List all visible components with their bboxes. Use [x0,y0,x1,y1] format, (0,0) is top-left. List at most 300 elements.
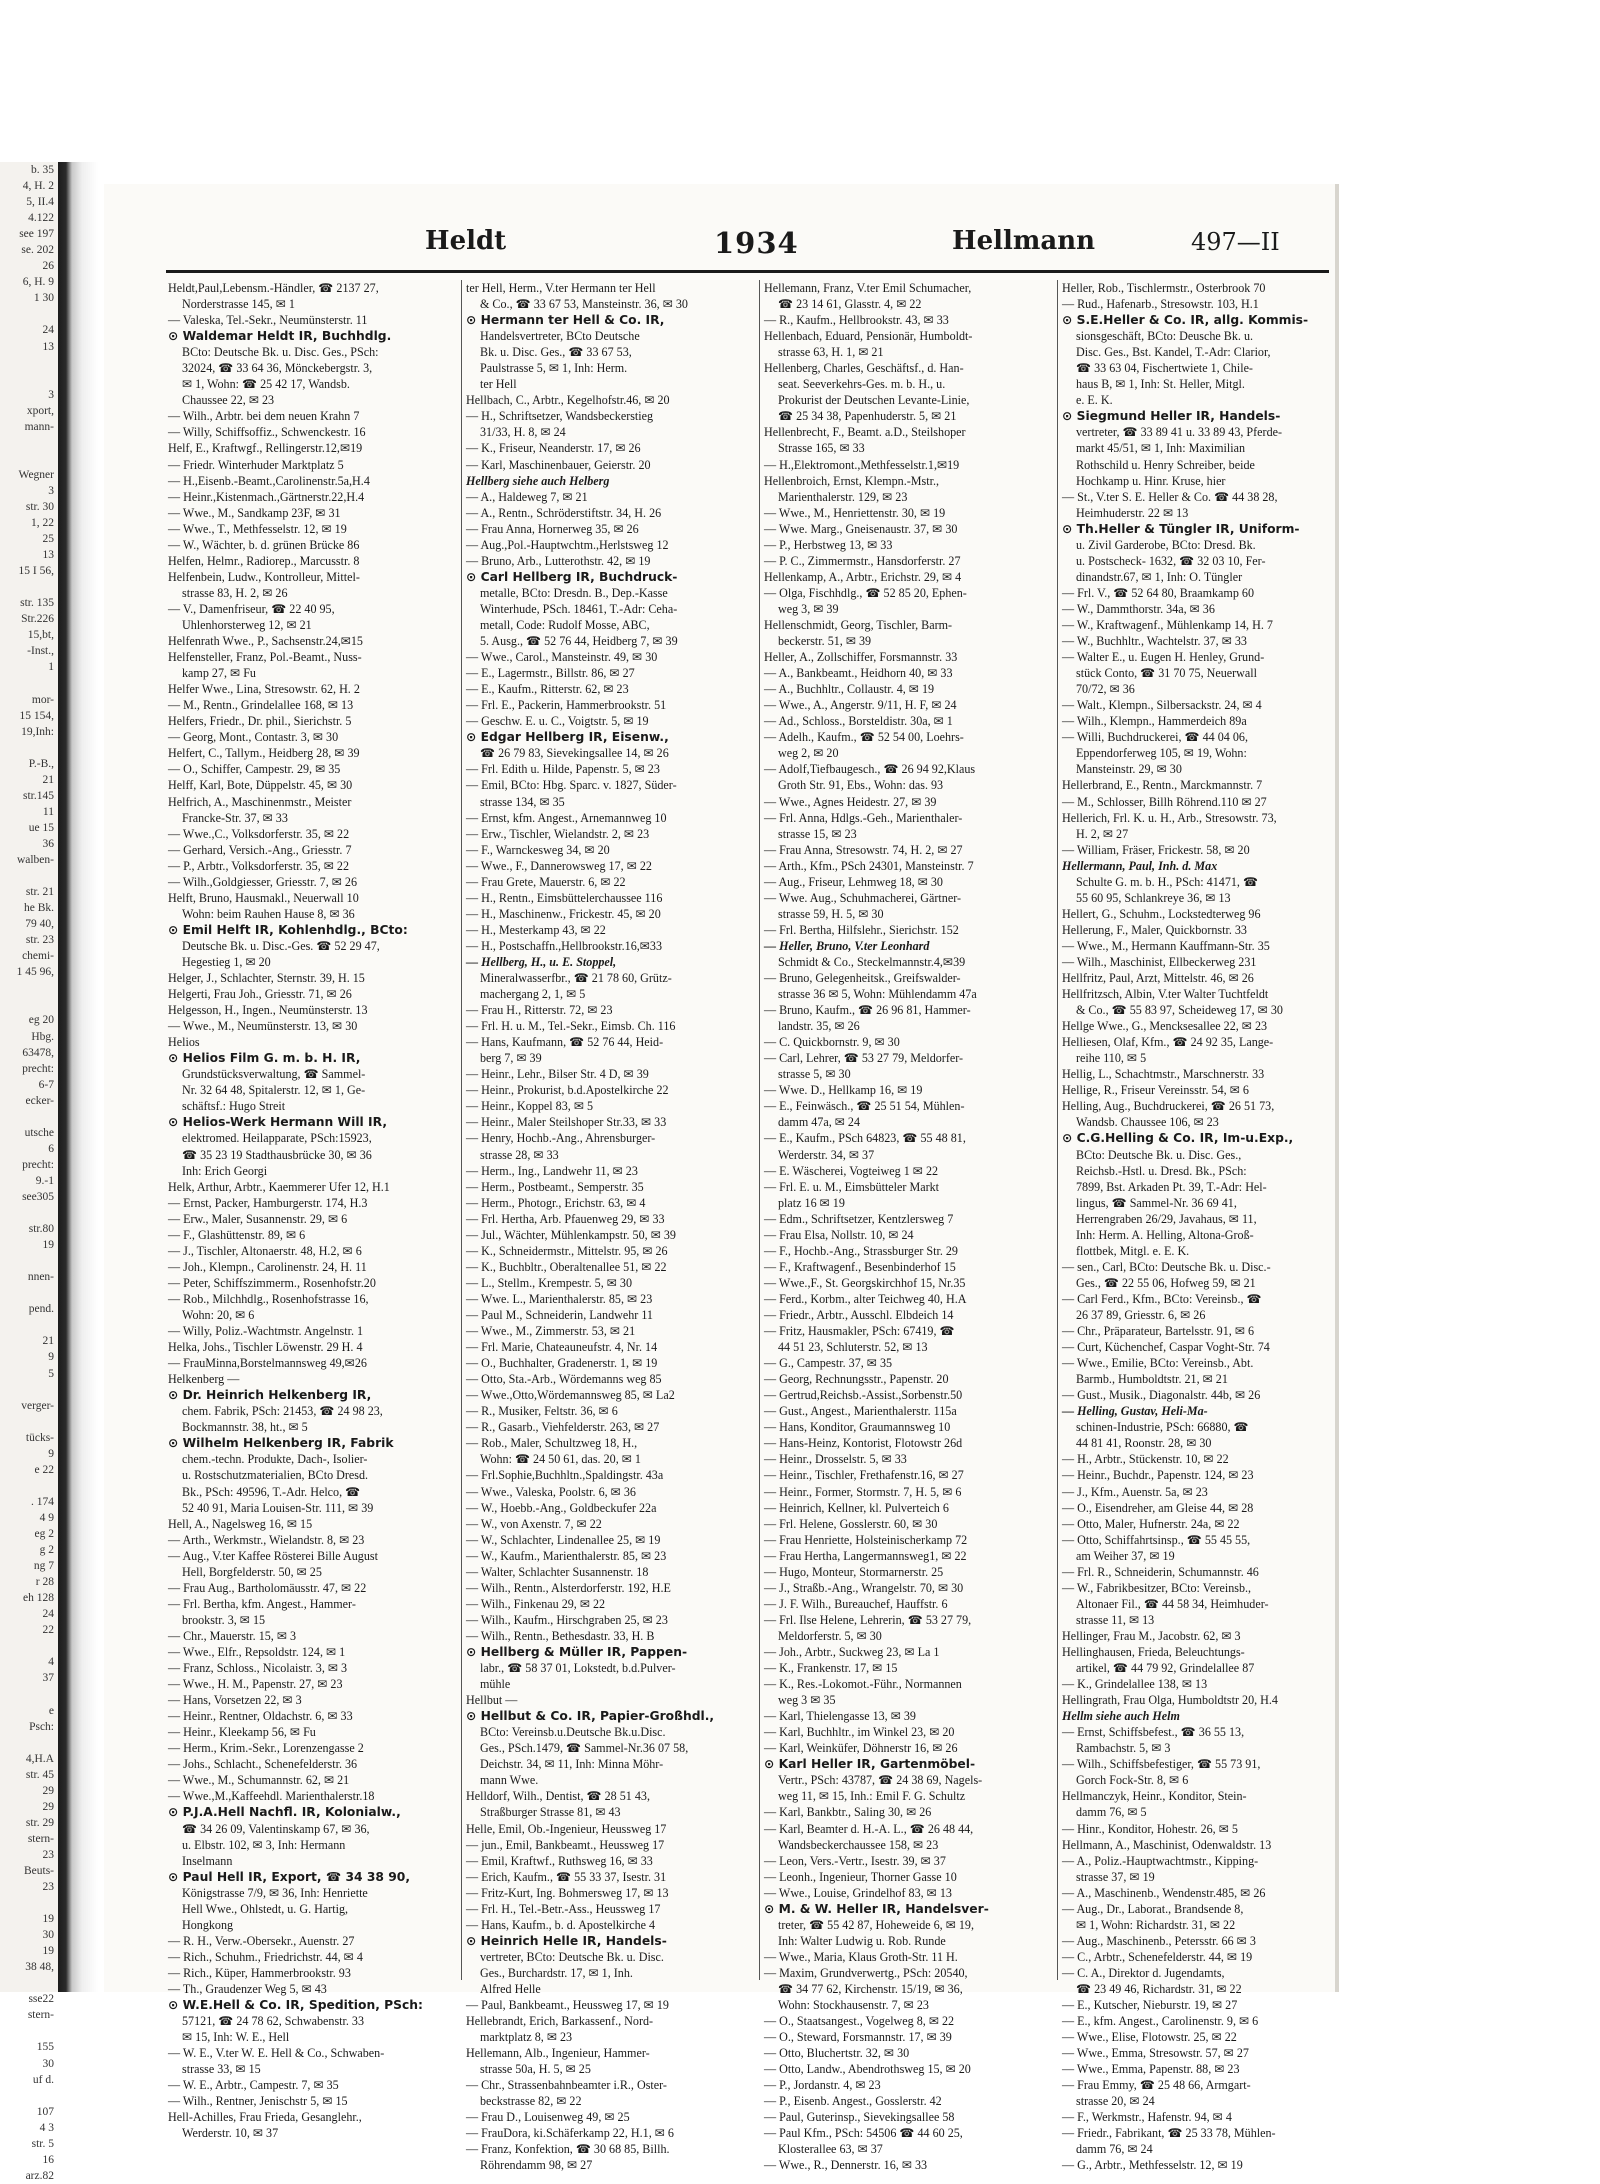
directory-entry-line: — Frl. Anna, Hdlgs.-Geh., Marienthaler- [764,810,963,825]
left-page-text-fragment: 29 [42,1800,54,1813]
header-rule [166,270,1329,273]
directory-entry-line: Helios [168,1035,200,1050]
left-page-text-fragment: 5, II.4 [26,196,54,209]
left-page-text-fragment: verger- [21,1399,54,1412]
directory-entry-line: — Wwe., Valeska, Poolstr. 6, ✉ 36 [466,1484,636,1499]
left-page-text-fragment: 9 [48,1351,54,1364]
directory-entry-line: — Wilh.,Goldgiesser, Griesstr. 7, ✉ 26 [168,874,357,889]
left-page-text-fragment: 25 [42,533,54,546]
directory-entry-line: Hellemann, Alb., Ingenieur, Hammer- [466,2046,650,2061]
directory-entry-line: — P. C., Zimmermstr., Hansdorferstr. 27 [764,553,961,568]
directory-entry-line: — Heinr., Drosselstr. 5, ✉ 33 [764,1452,907,1467]
directory-entry-line: — Paul, Guterinsp., Sievekingsallee 58 [764,2110,955,2125]
directory-entry-line: — Wwe., Maria, Klaus Groth-Str. 11 H. [764,1949,958,1964]
left-page-text-fragment: Str.226 [21,613,54,626]
directory-entry-line: Hellmann, A., Maschinist, Odenwaldstr. 13 [1062,1837,1272,1852]
directory-entry-line: — Frl. Helene, Gosslerstr. 60, ✉ 30 [764,1516,938,1531]
directory-entry-line: — Wwe. Marg., Gneisenaustr. 37, ✉ 30 [764,521,958,536]
directory-entry-line: — Frau Emmy, ☎ 25 48 66, Armgart- [1062,2078,1251,2093]
directory-entry-line: — Wwe., Emma, Papenstr. 88, ✉ 23 [1062,2062,1240,2077]
left-page-text-fragment: eg 2 [34,1527,54,1540]
left-page-fragment [0,162,58,2182]
directory-entry-line: — Chr., Präparateur, Bartelsstr. 91, ✉ 6 [1062,1324,1255,1339]
left-page-text-fragment [0,355,58,371]
directory-entry-line: schinen-Industrie, PSch: 66880, ☎ [1076,1420,1249,1435]
directory-entry-line: — Johs., Schlacht., Schenefelderstr. 36 [168,1757,358,1772]
directory-entry-line: — C. Quickbornstr. 9, ✉ 30 [764,1035,900,1050]
directory-entry-line: labr., ☎ 58 37 01, Lokstedt, b.d.Pulver- [480,1661,676,1676]
directory-entry-line: — Wilh., Finkenau 29, ✉ 22 [466,1596,606,1611]
directory-entry-line: — P., Arbtr., Volksdorferstr. 35, ✉ 22 [168,858,350,873]
left-page-text-fragment: xport, [26,404,54,417]
directory-entry-line: strasse 15, ✉ 23 [778,826,857,841]
directory-entry-line: Disc. Ges., Bst. Kandel, T.-Adr: Clarior, [1076,345,1271,360]
directory-entry-line: Bockmannstr. 38, ht., ✉ 5 [182,1420,308,1435]
column-divider [759,280,760,1980]
left-page-text-fragment: arz.82 [25,2169,54,2182]
directory-entry-line: — Leonh., Ingenieur, Thorner Gasse 10 [764,1869,957,1884]
directory-entry-line: — Gerhard, Versich.-Ang., Griesstr. 7 [168,842,352,857]
left-page-text-fragment: 6-7 [38,1078,54,1091]
left-page-text-fragment: mor- [31,693,54,706]
directory-entry-line: — F., Kraftwagenf., Besenbinderhof 15 [764,1259,956,1274]
left-page-text-fragment: 63478, [22,1046,54,1059]
directory-entry-line: — C., Arbtr., Schenefelderstr. 44, ✉ 19 [1062,1949,1253,1964]
left-page-text-fragment: Wegner [18,468,54,481]
directory-entry-line: — Heinr., Buchdr., Papenstr. 124, ✉ 23 [1062,1468,1254,1483]
directory-entry-line: Helldorf, Wilh., Dentist, ☎ 28 51 43, [466,1789,650,1804]
left-page-text-fragment: 19,Inh: [21,725,54,738]
directory-entry-line: Röhrendamm 98, ✉ 27 [480,2158,593,2173]
left-page-text-fragment: 3 [48,388,54,401]
firm-entry-line: ⊙ Siegmund Heller IR, Handels- [1062,409,1281,424]
left-page-text-fragment: he Bk. [23,902,54,915]
directory-entry-line: Norderstrasse 145, ✉ 1 [182,297,295,312]
directory-entry-line: — Frau Elsa, Nollstr. 10, ✉ 24 [764,1227,914,1242]
directory-entry-line: — Frl. Edith u. Hilde, Papenstr. 5, ✉ 23 [466,762,660,777]
directory-entry-line: — Hans-Heinz, Kontorist, Flotowstr 26d [764,1436,963,1451]
directory-entry-line: ter Hell, Herm., V.ter Hermann ter Hell [466,281,656,295]
directory-entry-line: Hellebrandt, Erich, Barkassenf., Nord- [466,2014,654,2029]
directory-entry-line: — F., Glashüttenstr. 89, ✉ 6 [168,1227,306,1242]
directory-entry-line: damm 76, ✉ 5 [1076,1805,1147,1820]
directory-entry-line: Inselmann [182,1853,233,1868]
directory-entry-line: — K., Grindelallee 138, ✉ 13 [1062,1677,1208,1692]
directory-entry-line: Meldorferstr. 5, ✉ 30 [778,1628,882,1643]
directory-entry-line: ✉ 1, Wohn: ☎ 25 42 17, Wandsb. [182,377,350,392]
directory-entry-line: Bk., PSch: 49596, T.-Adr. Helco, ☎ [182,1484,361,1499]
directory-entry-line: — O., Schiffer, Campestr. 29, ✉ 35 [168,762,341,777]
directory-entry-line: — R., Gasarb., Viehfelderstr. 263, ✉ 27 [466,1420,660,1435]
directory-entry-line: Winterhude, PSch. 18461, T.-Adr: Ceha- [480,601,678,616]
left-page-text-fragment [0,371,58,387]
firm-entry-line: ⊙ S.E.Heller & Co. IR, allg. Kommis- [1062,313,1309,328]
directory-entry-line: Schmidt & Co., Steckelmannstr.4,✉39 [778,954,966,969]
directory-entry-line: Helfert, C., Tallym., Heidberg 28, ✉ 39 [168,746,360,761]
directory-entry-line: — Wilh., Maschinist, Ellbeckerweg 231 [1062,954,1257,969]
directory-entry-line: ☎ 34 77 62, Kirchenstr. 15/19, ✉ 36, [778,1981,963,1996]
directory-entry-line: — Wwe.,C., Volksdorferstr. 35, ✉ 22 [168,826,350,841]
directory-entry-line: ✉ 15, Inh: W. E., Hell [182,2030,290,2045]
directory-entry-line: Hellenschmidt, Georg, Tischler, Barm- [764,617,953,632]
directory-entry-line: u. Postscheck- 1632, ☎ 32 03 10, Fer- [1076,553,1266,568]
directory-entry-line: Hochkamp u. Hinr. Kruse, hier [1076,473,1226,488]
directory-entry-line: strasse 20, ✉ 24 [1076,2094,1155,2109]
column-3 [764,280,1052,2173]
directory-entry-line: — Erich, Kaufm., ☎ 55 33 37, Isestr. 31 [466,1869,667,1884]
directory-entry-line: — Rud., Hafenarb., Stresowstr. 103, H.1 [1062,297,1259,312]
directory-entry-line: — Wwe., Emma, Stresowstr. 57, ✉ 27 [1062,2046,1249,2061]
left-page-text-fragment: 30 [42,1929,54,1942]
directory-entry-line: — Heinr., Tischler, Frethafenstr.16, ✉ 27 [764,1468,964,1483]
directory-entry-line: — Otto, Sta.-Arb., Wördemanns weg 85 [466,1372,662,1387]
directory-entry-line: weg 11, ✉ 15, Inh.: Emil F. G. Schultz [778,1789,966,1804]
left-page-text-fragment: ecker- [25,1094,54,1107]
left-page-text-fragment: mann- [24,420,54,433]
left-page-text-fragment: str. 30 [25,500,54,513]
left-page-text-fragment: str. 5 [31,2137,54,2150]
directory-entry-line: Alfred Helle [480,1981,541,1996]
directory-entry-line: kamp 27, ✉ Fu [182,666,256,681]
directory-entry-line: — H., Rentn., Eimsbüttelerchaussee 116 [466,890,663,905]
directory-entry-line: — Wilh., Schiffsbefestiger, ☎ 55 73 91, [1062,1757,1261,1772]
directory-entry-line: — Frau Anna, Hornerweg 35, ✉ 26 [466,521,639,536]
column-divider [461,280,462,1980]
directory-entry-line: — W., Buchhltr., Wachtelstr. 37, ✉ 33 [1062,634,1247,649]
directory-entry-line: lingus, ☎ Sammel-Nr. 36 69 41, [1076,1195,1237,1210]
directory-entry-line: beckerstr. 51, ✉ 39 [778,634,872,649]
directory-entry-line: — V., Damenfriseur, ☎ 22 40 95, [168,601,335,616]
directory-entry-line: Bk. u. Disc. Ges., ☎ 33 67 53, [480,345,632,360]
directory-entry-line: Hellenberg, Charles, Geschäftsf., d. Han- [764,361,964,376]
directory-entry-line: 52 40 91, Maria Louisen-Str. 111, ✉ 39 [182,1500,374,1515]
directory-entry-line: Helliesen, Olaf, Kfm., ☎ 24 92 35, Lange- [1062,1035,1274,1050]
left-page-text-fragment [0,1382,58,1398]
left-page-text-fragment [0,1109,58,1125]
directory-entry-line: — Heinr., Kleekamp 56, ✉ Fu [168,1725,316,1740]
directory-entry-line: Wandsb. Chaussee 106, ✉ 23 [1076,1115,1219,1130]
directory-entry-line: — Heinr.,Kistenmach.,Gärtnerstr.22,H.4 [168,489,365,504]
left-page-text-fragment: P.-B., [28,757,54,770]
directory-entry-line: — Wwe., F., Dannerowsweg 17, ✉ 22 [466,858,652,873]
left-page-text-fragment: 1 30 [33,292,54,305]
directory-entry-line: — St., V.ter S. E. Heller & Co. ☎ 44 38 28, [1062,489,1278,504]
directory-entry-line: Groth Str. 91, Ebs., Wohn: das. 93 [778,778,944,793]
directory-entry-line: — Otto, Maler, Hufnerstr. 24a, ✉ 22 [1062,1516,1240,1531]
directory-entry-line: — K., Schneidermstr., Mittelstr. 95, ✉ 26 [466,1243,668,1258]
directory-entry-line: — Wilh., Arbtr. bei dem neuen Krahn 7 [168,409,360,424]
left-page-text-fragment: str. 23 [25,934,54,947]
directory-entry-line: — Frl. Marie, Chateauneufstr. 4, Nr. 14 [466,1340,658,1355]
left-page-text-fragment [0,740,58,756]
left-page-text-fragment: str. 29 [25,1816,54,1829]
directory-entry-line: Helfensteller, Franz, Pol.-Beamt., Nuss- [168,650,362,665]
left-page-text-fragment: 1 45 96, [16,966,54,979]
directory-entry-line: — Heinr., Lehr., Bilser Str. 4 D, ✉ 39 [466,1067,649,1082]
directory-entry-line: — Leon, Vers.-Vertr., Isestr. 39, ✉ 37 [764,1853,946,1868]
directory-entry-line: — Maxim, Grundverwertg., PSch: 20540, [764,1965,968,1980]
directory-entry-line: 55 60 95, Schlankreye 36, ✉ 13 [1076,890,1231,905]
directory-entry-line: — A., Haldeweg 7, ✉ 21 [466,489,588,504]
directory-entry-line: Wohn: 20, ✉ 6 [182,1308,255,1322]
directory-entry-line: — Hugo, Monteur, Stormarnerstr. 25 [764,1564,944,1579]
directory-entry-line: — W., Dammthorstr. 34a, ✉ 36 [1062,601,1215,616]
left-page-text-fragment: 22 [42,1624,54,1637]
directory-entry-line: — Karl, Maschinenbauer, Geierstr. 20 [466,457,651,472]
directory-entry-line: Chaussee 22, ✉ 23 [182,393,275,408]
directory-entry-line: — Heinr., Koppel 83, ✉ 5 [466,1099,594,1114]
directory-entry-line: Helgerti, Frau Joh., Griesstr. 71, ✉ 26 [168,987,352,1002]
firm-entry-line: ⊙ Waldemar Heldt IR, Buchhdlg. [168,329,392,344]
directory-entry-line: Heimhuderstr. 22 ✉ 13 [1076,505,1189,520]
directory-entry-line: 32024, ☎ 33 64 36, Mönckebergstr. 3, [182,361,373,376]
left-page-text-fragment: 19 [42,1913,54,1926]
left-page-text-fragment: 4, H. 2 [22,180,54,193]
directory-entry-line: Helfenrath Wwe., P., Sachsenstr.24,✉15 [168,634,363,649]
left-page-text-fragment: sse22 [28,1993,54,2006]
left-page-text-fragment: e 22 [34,1463,54,1476]
directory-entry-line: Nr. 32 64 48, Spitalerstr. 12, ✉ 1, Ge- [182,1083,366,1098]
directory-entry-line: — Henry, Hochb.-Ang., Ahrensburger- [466,1131,656,1146]
directory-entry-line: — Wilh., Rentner, Jenischstr 5, ✉ 15 [168,2094,348,2109]
firm-entry-line: ⊙ Helios-Werk Hermann Will IR, [168,1115,387,1130]
directory-entry-line: — Wilh., Klempn., Hammerdeich 89a [1062,714,1247,729]
left-page-text-fragment: str. 135 [20,597,54,610]
left-page-text-fragment: eg 20 [28,1014,54,1027]
directory-entry-line: Handelsvertreter, BCto Deutsche [480,329,640,344]
directory-entry-line: Hellinger, Frau M., Jacobstr. 62, ✉ 3 [1062,1628,1241,1643]
firm-entry-line: ⊙ Paul Hell IR, Export, ☎ 34 38 90, [168,1869,411,1884]
left-page-text-fragment: tücks- [25,1431,54,1444]
left-page-text-fragment: 4,H.A [25,1752,54,1765]
directory-entry-line: — Paul, Bankbeamt., Heussweg 17, ✉ 19 [466,1998,669,2013]
directory-entry-line: Heller, Rob., Tischlermstr., Osterbrook 70 [1062,281,1266,295]
directory-entry-line: — Joh., Klempn., Carolinenstr. 24, H. 11 [168,1259,367,1274]
directory-entry-line: — Wwe. Aug., Schuhmacherei, Gärtner- [764,890,962,905]
directory-entry-line: — A., Buchhltr., Collaustr. 4, ✉ 19 [764,682,935,697]
directory-entry-line: — Aug., V.ter Kaffee Rösterei Bille August [168,1548,378,1563]
directory-entry-line: Helfer Wwe., Lina, Stresowstr. 62, H. 2 [168,682,360,697]
left-page-text-fragment: e [48,1704,54,1717]
directory-entry-line: — Walter, Schlachter Susannenstr. 18 [466,1564,649,1579]
directory-entry-line: 57121, ☎ 24 78 62, Schwabenstr. 33 [182,2014,365,2029]
directory-entry-line: — H., Maschinenw., Frickestr. 45, ✉ 20 [466,906,661,921]
left-page-text-fragment: str.145 [23,789,54,802]
firm-entry-line: ⊙ P.J.A.Hell Nachfl. IR, Kolonialw., [168,1805,401,1820]
directory-entry-line: — Wwe., M., Henriettenstr. 30, ✉ 19 [764,505,946,520]
directory-entry-line: — Wwe., Louise, Grindelhof 83, ✉ 13 [764,1885,952,1900]
left-page-text-fragment: 16 [42,2153,54,2166]
directory-entry-line: Herrengraben 26/29, Javahaus, ✉ 11, [1076,1211,1257,1226]
directory-entry-line: — Walt., Klempn., Silbersackstr. 24, ✉ 4 [1062,698,1262,713]
directory-entry-line: — Frl. Ilse Helene, Lehrerin, ☎ 53 27 79, [764,1612,972,1627]
directory-entry-line: ☎ 23 14 61, Glasstr. 4, ✉ 22 [778,297,922,312]
directory-entry-line: — Karl, Thielengasse 13, ✉ 39 [764,1709,916,1724]
directory-entry-line: Hellingrath, Frau Olga, Humboldtstr 20, H.4 [1062,1693,1278,1708]
left-page-text-fragment: 155 [36,2041,54,2054]
directory-entry-line: BCto: Vereinsb.u.Deutsche Bk.u.Disc. [480,1725,666,1740]
left-page-text-fragment: 1, 22 [31,517,54,530]
directory-entry-line: — Frau D., Louisenweg 49, ✉ 25 [466,2110,630,2125]
directory-entry-line: — E., kfm. Angest., Carolinenstr. 9, ✉ 6 [1062,2014,1259,2029]
directory-entry-line: — Wwe., M., Neumünsterstr. 13, ✉ 30 [168,1019,358,1034]
directory-entry-line: — Friedr., Arbtr., Ausschl. Elbdeich 14 [764,1308,954,1322]
left-page-text-fragment: 9 [48,1447,54,1460]
directory-entry-line: am Weiher 37, ✉ 19 [1076,1548,1175,1563]
left-page-text-fragment: 24 [42,1608,54,1621]
directory-entry-line: — C. A., Direktor d. Jugendamts, [1062,1965,1225,1980]
directory-entry-line: Hellerich, Frl. K. u. H., Arb., Stresowstr. 73, [1062,810,1277,825]
directory-entry-line: Hellig, L., Schachtmstr., Marschnerstr. 33 [1062,1067,1265,1082]
directory-entry-line: Gorch Fock-Str. 8, ✉ 6 [1076,1773,1189,1788]
directory-entry-line: — E., Lagermstr., Billstr. 86, ✉ 27 [466,666,635,681]
directory-entry-line: — Bruno, Kaufm., ☎ 26 96 81, Hammer- [764,1003,971,1018]
directory-entry-line: e. E. K. [1076,393,1113,408]
directory-entry-line: metall, Code: Rudolf Mosse, ABC, [480,617,650,632]
directory-entry-line: — Olga, Fischhdlg., ☎ 52 85 20, Ephen- [764,585,967,600]
left-page-text-fragment [0,1895,58,1911]
directory-entry-line: strasse 5, ✉ 30 [778,1067,851,1082]
left-page-text-fragment: 4 [48,1656,54,1669]
firm-entry-line: ⊙ Edgar Hellberg IR, Eisenw., [466,730,669,745]
firm-entry-line: ⊙ Wilhelm Helkenberg IR, Fabrik [168,1436,394,1451]
directory-entry-line: — Wwe., T., Methfesselstr. 12, ✉ 19 [168,521,347,536]
directory-entry-line: — Aug., Dr., Laborat., Brandsende 8, [1062,1901,1244,1916]
directory-entry-line: — Heinr., Former, Stormstr. 7, H. 5, ✉ 6 [764,1484,962,1499]
directory-entry-line: — Curt, Küchenchef, Caspar Voght-Str. 74 [1062,1340,1270,1355]
directory-entry-line: — E., Kaufm., Ritterstr. 62, ✉ 23 [466,682,629,697]
directory-entry-line: — Hans, Vorsetzen 22, ✉ 3 [168,1693,302,1708]
directory-entry-line: marktplatz 8, ✉ 23 [480,2030,573,2045]
directory-page [104,184,1335,2173]
directory-entry-line: — Rich., Schuhm., Friedrichstr. 44, ✉ 4 [168,1949,363,1964]
left-page-text-fragment: 37 [42,1672,54,1685]
directory-entry-line: — W., Kaufm., Marienthalerstr. 85, ✉ 23 [466,1548,667,1563]
directory-entry-line: ☎ 23 49 46, Richardstr. 31, ✉ 22 [1076,1981,1242,1996]
directory-entry-line: — E. Wäscherei, Vogteiweg 1 ✉ 22 [764,1163,939,1178]
directory-entry-line: Rothschild u. Henry Schreiber, beide [1076,457,1255,472]
column-4 [1062,280,1328,2173]
left-page-text-fragment [0,868,58,884]
directory-entry-line: strasse 83, H. 2, ✉ 26 [182,585,288,600]
header-year: 1934 [714,226,799,260]
directory-entry-line: Hell, Borgfelderstr. 50, ✉ 25 [182,1564,322,1579]
firm-entry-line: ⊙ Hermann ter Hell & Co. IR, [466,313,665,328]
directory-entry-line: — Emil, Kraftwf., Ruthsweg 16, ✉ 33 [466,1853,653,1868]
directory-entry-line: — W., Fabrikbesitzer, BCto: Vereinsb., [1062,1580,1252,1595]
directory-entry-line: vertreter, ☎ 33 89 41 u. 33 89 43, Pferde- [1076,425,1283,440]
directory-entry-line: Hellberg siehe auch Helberg [466,473,610,488]
left-page-text-fragment: g 2 [39,1544,54,1557]
directory-entry-line: Prokurist der Deutschen Levante-Linie, [778,393,970,408]
directory-entry-line: — J., Kfm., Auenstr. 5a, ✉ 23 [1062,1484,1208,1499]
directory-entry-line: Hell-Achilles, Frau Frieda, Gesanglehr., [168,2110,362,2125]
directory-entry-line: Hellbach, C., Arbtr., Kegelhofstr.46, ✉ 20 [466,393,670,408]
directory-entry-line: schäftsf.: Hugo Streit [182,1099,286,1114]
directory-entry-line: — K., Res.-Lokomot.-Führ., Normannen [764,1677,962,1692]
left-page-text-fragment: 13 [42,549,54,562]
directory-entry-line: Paulstrasse 5, ✉ 1, Inh: Herm. [480,361,628,376]
directory-entry-line: Hellenkamp, A., Arbtr., Erichstr. 29, ✉ 4 [764,569,962,584]
directory-entry-line: Grundstücksverwaltung, ☎ Sammel- [182,1067,366,1082]
left-page-text-fragment: 21 [42,773,54,786]
left-page-text-fragment: 21 [42,1335,54,1348]
left-page-text-fragment: utsche [24,1126,54,1139]
directory-entry-line: berg 7, ✉ 39 [480,1051,542,1066]
directory-entry-line: artikel, ☎ 44 79 92, Grindelallee 87 [1076,1661,1255,1676]
directory-entry-line: mühle [480,1677,511,1692]
directory-entry-line: — M., Rentn., Grindelallee 168, ✉ 13 [168,698,354,713]
directory-entry-line: Klosterallee 63, ✉ 37 [778,2142,883,2157]
directory-entry-line: — Ernst, Packer, Hamburgerstr. 174, H.3 [168,1195,368,1210]
directory-entry-line: — Frau Henriette, Holsteinischerkamp 72 [764,1532,968,1547]
directory-entry-line: — Rich., Küper, Hammerbrookstr. 93 [168,1965,351,1980]
left-page-text-fragment [0,1317,58,1333]
directory-entry-line: Altonaer Fil., ☎ 44 58 34, Heimhuder- [1076,1596,1269,1611]
directory-entry-line: Hongkong [182,1917,234,1932]
left-page-text-fragment: Beuts- [23,1864,54,1877]
directory-entry-line: ☎ 35 23 19 Stadthausbrücke 30, ✉ 36 [182,1147,372,1162]
left-page-text-fragment: str. 21 [25,886,54,899]
directory-entry-line: — Friedr. Winterhuder Marktplatz 5 [168,457,344,472]
directory-entry-line: — Wwe., Carol., Mansteinstr. 49, ✉ 30 [466,650,658,665]
directory-entry-line: ☎ 25 34 38, Papenhuderstr. 5, ✉ 21 [778,409,957,424]
directory-entry-line: — Wilh., Rentn., Bethesdastr. 33, H. B [466,1628,655,1643]
left-page-text-fragment [0,1205,58,1221]
directory-entry-line: — Fritz-Kurt, Ing. Bohmersweg 17, ✉ 13 [466,1885,669,1900]
left-page-text-fragment: 4 9 [39,1511,54,1524]
directory-entry-line: Hellenbroich, Ernst, Klempn.-Mstr., [764,473,939,488]
directory-entry-line: Inh: Herm. A. Helling, Altona-Groß- [1076,1227,1254,1242]
directory-entry-line: u. Rostschutzmaterialien, BCto Dresd. [182,1468,369,1483]
directory-entry-line: — Aug., Friseur, Lehmweg 18, ✉ 30 [764,874,943,889]
left-page-text-fragment: 29 [42,1784,54,1797]
directory-entry-line: — Heinr., Maler Steilshoper Str.33, ✉ 33 [466,1115,667,1130]
directory-entry-line: strasse 37, ✉ 19 [1076,1869,1155,1884]
directory-entry-line: — Frl. Bertha, Hilfslehr., Sierichstr. 152 [764,922,959,937]
directory-entry-line: strasse 28, ✉ 33 [480,1147,559,1162]
directory-entry-line: — F., Warnckesweg 34, ✉ 20 [466,842,610,857]
directory-entry-line: Hegestieg 1, ✉ 20 [182,954,271,969]
left-page-text-fragment: 23 [42,1848,54,1861]
directory-entry-line: — Frl. Bertha, kfm. Angest., Hammer- [168,1596,356,1611]
directory-entry-line: — J. F. Wilh., Bureauchef, Hauffstr. 6 [764,1596,948,1611]
directory-entry-line: — Wwe. D., Hellkamp 16, ✉ 19 [764,1083,923,1098]
directory-entry-line: — K., Frankenstr. 17, ✉ 15 [764,1661,898,1676]
left-page-text-fragment: 15,bt, [27,629,54,642]
directory-entry-line: — O., Staatsangest., Vogelweg 8, ✉ 22 [764,2014,955,2029]
left-page-text-fragment: pend. [28,1303,54,1316]
firm-entry-line: ⊙ Heinrich Helle IR, Handels- [466,1933,667,1948]
directory-entry-line: — Frl. R., Schneiderin, Schumannstr. 46 [1062,1564,1259,1579]
directory-entry-line: — Karl, Buchhltr., im Winkel 23, ✉ 20 [764,1725,955,1740]
directory-entry-line: Helft, Bruno, Hausmakl., Neuerwall 10 [168,890,359,905]
directory-entry-line: haus B, ✉ 1, Inh: St. Heller, Mitgl. [1076,377,1245,392]
directory-entry-line: — G., Arbtr., Methfesselstr. 12, ✉ 19 [1062,2158,1243,2173]
directory-entry-line: chem. Fabrik, PSch: 21453, ☎ 24 98 23, [182,1404,383,1419]
left-page-text-fragment [0,451,58,467]
directory-entry-line: — Otto, Landw., Abendrothsweg 15, ✉ 20 [764,2062,971,2077]
directory-entry-line: Helle, Emil, Ob.-Ingenieur, Heussweg 17 [466,1821,667,1836]
directory-entry-line: Mansteinstr. 29, ✉ 30 [1076,762,1182,777]
directory-entry-line: — Bruno, Arb., Lutterothstr. 42, ✉ 19 [466,553,651,568]
directory-entry-line: Helf, E., Kraftwgf., Rellingerstr.12,✉19 [168,441,363,456]
directory-entry-line: — Franz, Schloss., Nicolaistr. 3, ✉ 3 [168,1661,348,1676]
left-page-text-fragment [0,435,58,451]
directory-entry-line: Francke-Str. 37, ✉ 33 [182,810,288,825]
directory-entry-line: reihe 110, ✉ 5 [1076,1051,1147,1066]
left-page-text-fragment: 4 3 [39,2121,54,2134]
